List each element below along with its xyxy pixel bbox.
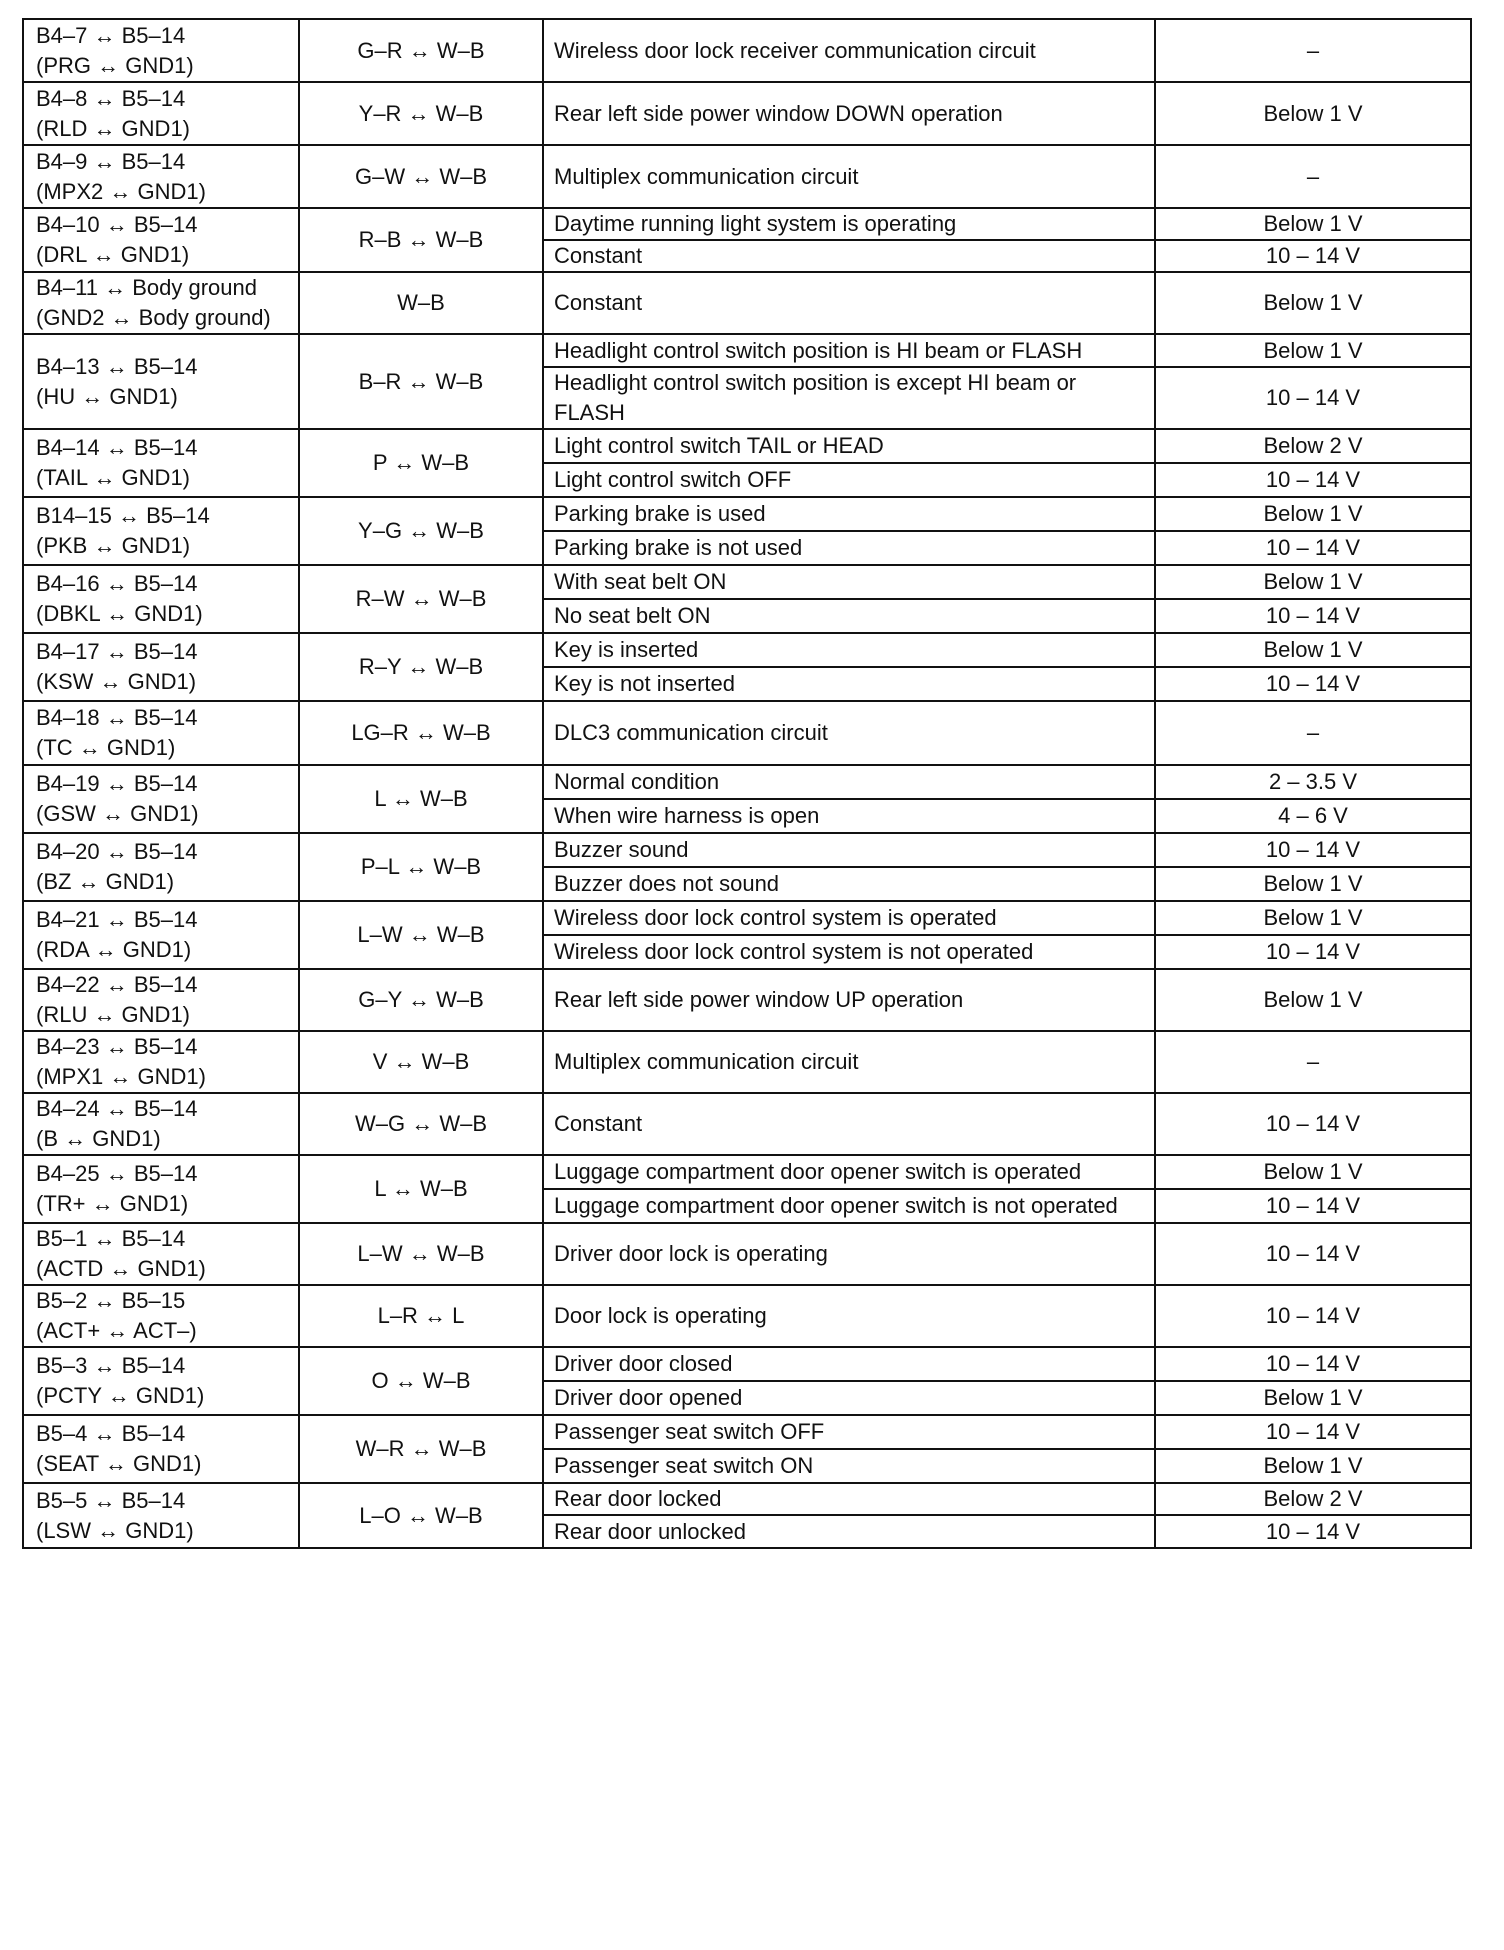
- wire-color-cell: Y–G ↔ W–B: [299, 497, 543, 565]
- table-row: [23, 833, 1471, 867]
- table-body: [23, 19, 1471, 1548]
- terminal-symbols: (GND2 ↔ Body ground): [36, 305, 271, 330]
- wire-color-cell: W–G ↔ W–B: [299, 1093, 543, 1155]
- terminal-cell: [23, 833, 299, 901]
- condition-cell: Passenger seat switch OFF: [543, 1415, 1155, 1449]
- condition-cell: Headlight control switch position is HI beam or FLASH: [543, 334, 1155, 367]
- condition-cell: Multiplex communication circuit: [543, 1031, 1155, 1093]
- terminal-pins: B4–23 ↔ B5–14: [36, 1034, 198, 1060]
- table-row: [23, 901, 1471, 935]
- condition-cell: Wireless door lock control system is not operated: [543, 935, 1155, 969]
- terminal-symbols: (RDA ↔ GND1): [36, 937, 192, 962]
- condition-cell: Luggage compartment door opener switch is not operated: [543, 1189, 1155, 1223]
- wire-color-cell: L–R ↔ L: [299, 1285, 543, 1347]
- terminal-symbols: (B ↔ GND1): [36, 1126, 161, 1151]
- terminal-symbols: (MPX1 ↔ GND1): [36, 1064, 206, 1089]
- terminal-pins: B4–10 ↔ B5–14: [36, 212, 198, 238]
- specified-condition-cell: 10 – 14 V: [1155, 367, 1471, 429]
- terminal-cell: [23, 565, 299, 633]
- terminal-pins: B4–19 ↔ B5–14: [36, 771, 198, 797]
- wire-color-cell: B–R ↔ W–B: [299, 334, 543, 429]
- terminal-pins: B4–18 ↔ B5–14: [36, 705, 198, 731]
- condition-cell: Parking brake is used: [543, 497, 1155, 531]
- wire-color-cell: P–L ↔ W–B: [299, 833, 543, 901]
- condition-cell: Buzzer sound: [543, 833, 1155, 867]
- terminal-pins: B4–13 ↔ B5–14: [36, 353, 198, 379]
- condition-cell: Driver door opened: [543, 1381, 1155, 1415]
- condition-cell: Key is inserted: [543, 633, 1155, 667]
- terminal-cell: [23, 1155, 299, 1223]
- table-row: [23, 19, 1471, 82]
- terminal-symbols: (KSW ↔ GND1): [36, 669, 197, 694]
- condition-cell: Door lock is operating: [543, 1285, 1155, 1347]
- terminal-cell: [23, 272, 299, 334]
- table-row: [23, 208, 1471, 240]
- terminal-cell: [23, 701, 299, 765]
- wire-color-cell: L ↔ W–B: [299, 765, 543, 833]
- condition-cell: Driver door lock is operating: [543, 1223, 1155, 1285]
- specified-condition-cell: 10 – 14 V: [1155, 1189, 1471, 1223]
- specified-condition-cell: –: [1155, 19, 1471, 82]
- condition-cell: Rear left side power window UP operation: [543, 969, 1155, 1031]
- terminal-pins: B4–11 ↔ Body ground: [36, 275, 257, 301]
- condition-cell: Light control switch TAIL or HEAD: [543, 429, 1155, 463]
- condition-cell: Buzzer does not sound: [543, 867, 1155, 901]
- wire-color-cell: P ↔ W–B: [299, 429, 543, 497]
- wire-color-cell: G–R ↔ W–B: [299, 19, 543, 82]
- wire-color-cell: L–W ↔ W–B: [299, 1223, 543, 1285]
- terminal-cell: [23, 19, 299, 82]
- terminal-symbols: (BZ ↔ GND1): [36, 869, 175, 894]
- terminal-cell: [23, 1285, 299, 1347]
- terminal-pins: B5–5 ↔ B5–14: [36, 1487, 186, 1513]
- specified-condition-cell: 10 – 14 V: [1155, 935, 1471, 969]
- terminal-pins: B4–14 ↔ B5–14: [36, 435, 198, 461]
- terminal-cell: [23, 901, 299, 969]
- terminal-pins: B4–20 ↔ B5–14: [36, 839, 198, 865]
- table-row: [23, 82, 1471, 145]
- terminal-symbols: (PRG ↔ GND1): [36, 52, 194, 78]
- terminal-pins: B5–3 ↔ B5–14: [36, 1353, 186, 1379]
- specified-condition-cell: 10 – 14 V: [1155, 240, 1471, 272]
- specified-condition-cell: Below 1 V: [1155, 565, 1471, 599]
- wire-color-cell: G–Y ↔ W–B: [299, 969, 543, 1031]
- terminal-pins: B4–8 ↔ B5–14: [36, 85, 186, 111]
- specified-condition-cell: –: [1155, 145, 1471, 208]
- specified-condition-cell: 10 – 14 V: [1155, 1285, 1471, 1347]
- terminal-symbols: (RLD ↔ GND1): [36, 115, 191, 141]
- terminal-cell: [23, 82, 299, 145]
- terminal-symbols: (LSW ↔ GND1): [36, 1517, 194, 1543]
- condition-cell: Rear door locked: [543, 1483, 1155, 1515]
- table-row: [23, 969, 1471, 1031]
- condition-cell: Wireless door lock control system is operated: [543, 901, 1155, 935]
- wire-color-cell: L–O ↔ W–B: [299, 1483, 543, 1548]
- table-row: [23, 765, 1471, 799]
- table-row: [23, 1093, 1471, 1155]
- terminal-cell: [23, 765, 299, 833]
- terminal-pins: B4–22 ↔ B5–14: [36, 972, 198, 998]
- terminal-cell: [23, 334, 299, 429]
- wire-color-cell: R–W ↔ W–B: [299, 565, 543, 633]
- table-row: [23, 272, 1471, 334]
- specified-condition-cell: Below 1 V: [1155, 867, 1471, 901]
- specified-condition-cell: Below 1 V: [1155, 1155, 1471, 1189]
- condition-cell: Light control switch OFF: [543, 463, 1155, 497]
- terminal-voltage-table: [22, 18, 1472, 1549]
- condition-cell: Driver door closed: [543, 1347, 1155, 1381]
- condition-cell: Rear door unlocked: [543, 1515, 1155, 1548]
- terminal-pins: B4–16 ↔ B5–14: [36, 571, 198, 597]
- terminal-symbols: (TR+ ↔ GND1): [36, 1191, 189, 1216]
- specified-condition-cell: –: [1155, 701, 1471, 765]
- condition-cell: Key is not inserted: [543, 667, 1155, 701]
- specified-condition-cell: Below 1 V: [1155, 969, 1471, 1031]
- condition-cell: DLC3 communication circuit: [543, 701, 1155, 765]
- terminal-cell: [23, 429, 299, 497]
- table-row: [23, 1155, 1471, 1189]
- terminal-symbols: (GSW ↔ GND1): [36, 801, 199, 826]
- table-row: [23, 633, 1471, 667]
- table-row: [23, 145, 1471, 208]
- specified-condition-cell: 10 – 14 V: [1155, 599, 1471, 633]
- specified-condition-cell: 10 – 14 V: [1155, 1515, 1471, 1548]
- table-row: [23, 497, 1471, 531]
- table-row: [23, 1483, 1471, 1515]
- terminal-pins: B14–15 ↔ B5–14: [36, 503, 210, 529]
- specified-condition-cell: Below 1 V: [1155, 272, 1471, 334]
- terminal-symbols: (SEAT ↔ GND1): [36, 1451, 202, 1476]
- condition-cell: No seat belt ON: [543, 599, 1155, 633]
- terminal-cell: [23, 145, 299, 208]
- terminal-pins: B4–25 ↔ B5–14: [36, 1161, 198, 1187]
- terminal-symbols: (TAIL ↔ GND1): [36, 465, 191, 490]
- table-row: [23, 1415, 1471, 1449]
- condition-cell: Constant: [543, 240, 1155, 272]
- condition-cell: Daytime running light system is operating: [543, 208, 1155, 240]
- terminal-pins: B5–2 ↔ B5–15: [36, 1288, 186, 1314]
- wire-color-cell: Y–R ↔ W–B: [299, 82, 543, 145]
- terminal-pins: B5–1 ↔ B5–14: [36, 1226, 186, 1252]
- specified-condition-cell: 10 – 14 V: [1155, 531, 1471, 565]
- table-row: [23, 565, 1471, 599]
- table-row: [23, 701, 1471, 765]
- condition-cell: Wireless door lock receiver communication circuit: [543, 19, 1155, 82]
- specified-condition-cell: Below 1 V: [1155, 334, 1471, 367]
- specified-condition-cell: 10 – 14 V: [1155, 1415, 1471, 1449]
- terminal-cell: [23, 208, 299, 272]
- condition-cell: Luggage compartment door opener switch is operated: [543, 1155, 1155, 1189]
- specified-condition-cell: 2 – 3.5 V: [1155, 765, 1471, 799]
- terminal-symbols: (ACT+ ↔ ACT–): [36, 1318, 197, 1343]
- specified-condition-cell: Below 2 V: [1155, 429, 1471, 463]
- terminal-symbols: (ACTD ↔ GND1): [36, 1256, 206, 1281]
- wire-color-cell: R–B ↔ W–B: [299, 208, 543, 272]
- specified-condition-cell: –: [1155, 1031, 1471, 1093]
- terminal-cell: [23, 1415, 299, 1483]
- terminal-cell: [23, 1031, 299, 1093]
- terminal-symbols: (MPX2 ↔ GND1): [36, 178, 206, 204]
- specified-condition-cell: Below 1 V: [1155, 497, 1471, 531]
- terminal-pins: B4–17 ↔ B5–14: [36, 639, 198, 665]
- condition-cell: Passenger seat switch ON: [543, 1449, 1155, 1483]
- terminal-cell: [23, 1223, 299, 1285]
- terminal-symbols: (DBKL ↔ GND1): [36, 601, 203, 626]
- condition-cell: Parking brake is not used: [543, 531, 1155, 565]
- terminal-cell: [23, 633, 299, 701]
- table-row: [23, 334, 1471, 367]
- wire-color-cell: V ↔ W–B: [299, 1031, 543, 1093]
- wire-color-cell: LG–R ↔ W–B: [299, 701, 543, 765]
- terminal-symbols: (PKB ↔ GND1): [36, 533, 191, 558]
- specified-condition-cell: Below 1 V: [1155, 1381, 1471, 1415]
- specified-condition-cell: Below 1 V: [1155, 1449, 1471, 1483]
- specified-condition-cell: 4 – 6 V: [1155, 799, 1471, 833]
- wire-color-cell: W–R ↔ W–B: [299, 1415, 543, 1483]
- specified-condition-cell: Below 2 V: [1155, 1483, 1471, 1515]
- specified-condition-cell: Below 1 V: [1155, 82, 1471, 145]
- terminal-pins: B4–24 ↔ B5–14: [36, 1096, 198, 1122]
- table-row: [23, 429, 1471, 463]
- terminal-symbols: (TC ↔ GND1): [36, 735, 176, 760]
- terminal-cell: [23, 1093, 299, 1155]
- wire-color-cell: O ↔ W–B: [299, 1347, 543, 1415]
- terminal-pins: B4–21 ↔ B5–14: [36, 907, 198, 933]
- specified-condition-cell: Below 1 V: [1155, 208, 1471, 240]
- table-row: [23, 1285, 1471, 1347]
- ecu-terminal-table-sheet: [22, 18, 1470, 1549]
- terminal-cell: [23, 1347, 299, 1415]
- wire-color-cell: G–W ↔ W–B: [299, 145, 543, 208]
- table-row: [23, 1031, 1471, 1093]
- wire-color-cell: L–W ↔ W–B: [299, 901, 543, 969]
- condition-cell: Constant: [543, 272, 1155, 334]
- terminal-symbols: (PCTY ↔ GND1): [36, 1383, 205, 1408]
- wire-color-cell: R–Y ↔ W–B: [299, 633, 543, 701]
- terminal-cell: [23, 1483, 299, 1548]
- terminal-symbols: (RLU ↔ GND1): [36, 1002, 191, 1027]
- condition-cell: Rear left side power window DOWN operation: [543, 82, 1155, 145]
- specified-condition-cell: 10 – 14 V: [1155, 463, 1471, 497]
- condition-cell: Normal condition: [543, 765, 1155, 799]
- terminal-pins: B4–7 ↔ B5–14: [36, 22, 186, 48]
- table-row: [23, 1223, 1471, 1285]
- specified-condition-cell: Below 1 V: [1155, 901, 1471, 935]
- condition-cell: Headlight control switch position is except HI beam or FLASH: [543, 367, 1155, 429]
- wire-color-cell: W–B: [299, 272, 543, 334]
- terminal-pins: B5–4 ↔ B5–14: [36, 1421, 186, 1447]
- terminal-symbols: (DRL ↔ GND1): [36, 242, 190, 267]
- specified-condition-cell: 10 – 14 V: [1155, 667, 1471, 701]
- terminal-cell: [23, 969, 299, 1031]
- terminal-pins: B4–9 ↔ B5–14: [36, 148, 186, 174]
- specified-condition-cell: 10 – 14 V: [1155, 1093, 1471, 1155]
- table-row: [23, 1347, 1471, 1381]
- specified-condition-cell: Below 1 V: [1155, 633, 1471, 667]
- condition-cell: With seat belt ON: [543, 565, 1155, 599]
- wire-color-cell: L ↔ W–B: [299, 1155, 543, 1223]
- specified-condition-cell: 10 – 14 V: [1155, 1223, 1471, 1285]
- condition-cell: When wire harness is open: [543, 799, 1155, 833]
- condition-cell: Multiplex communication circuit: [543, 145, 1155, 208]
- terminal-symbols: (HU ↔ GND1): [36, 383, 178, 409]
- specified-condition-cell: 10 – 14 V: [1155, 833, 1471, 867]
- terminal-cell: [23, 497, 299, 565]
- condition-cell: Constant: [543, 1093, 1155, 1155]
- specified-condition-cell: 10 – 14 V: [1155, 1347, 1471, 1381]
